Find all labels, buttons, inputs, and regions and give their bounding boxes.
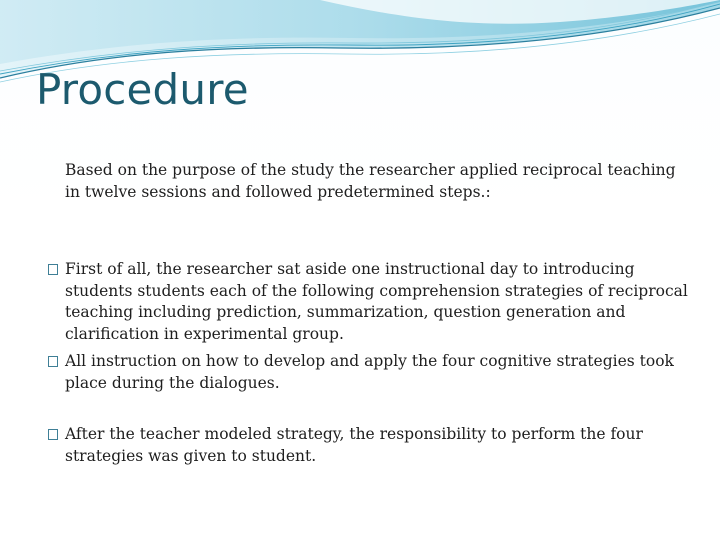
square-bullet-icon xyxy=(48,264,58,275)
list-item xyxy=(48,259,698,345)
slide-title: Procedure xyxy=(36,65,249,114)
bullet-text: After the teacher modeled strategy, the responsibility to perform the four strategies was given to student. xyxy=(65,425,643,465)
bullet-text: All instruction on how to develop and apply the four cognitive strategies took place during the dialogues. xyxy=(65,352,674,392)
intro-paragraph: Based on the purpose of the study the researcher applied reciprocal teaching in twelve sessions and followed predetermined steps.: xyxy=(65,161,676,201)
list-item xyxy=(48,424,698,467)
list-item xyxy=(48,351,698,394)
square-bullet-icon xyxy=(48,356,58,367)
square-bullet-icon xyxy=(48,429,58,440)
bullet-text: First of all, the researcher sat aside one instructional day to introducing students students each of the following comprehension strategies of reciprocal teaching including prediction, summarization, question generation and clarification in experimental group. xyxy=(65,260,688,343)
bullet-list xyxy=(48,259,698,467)
